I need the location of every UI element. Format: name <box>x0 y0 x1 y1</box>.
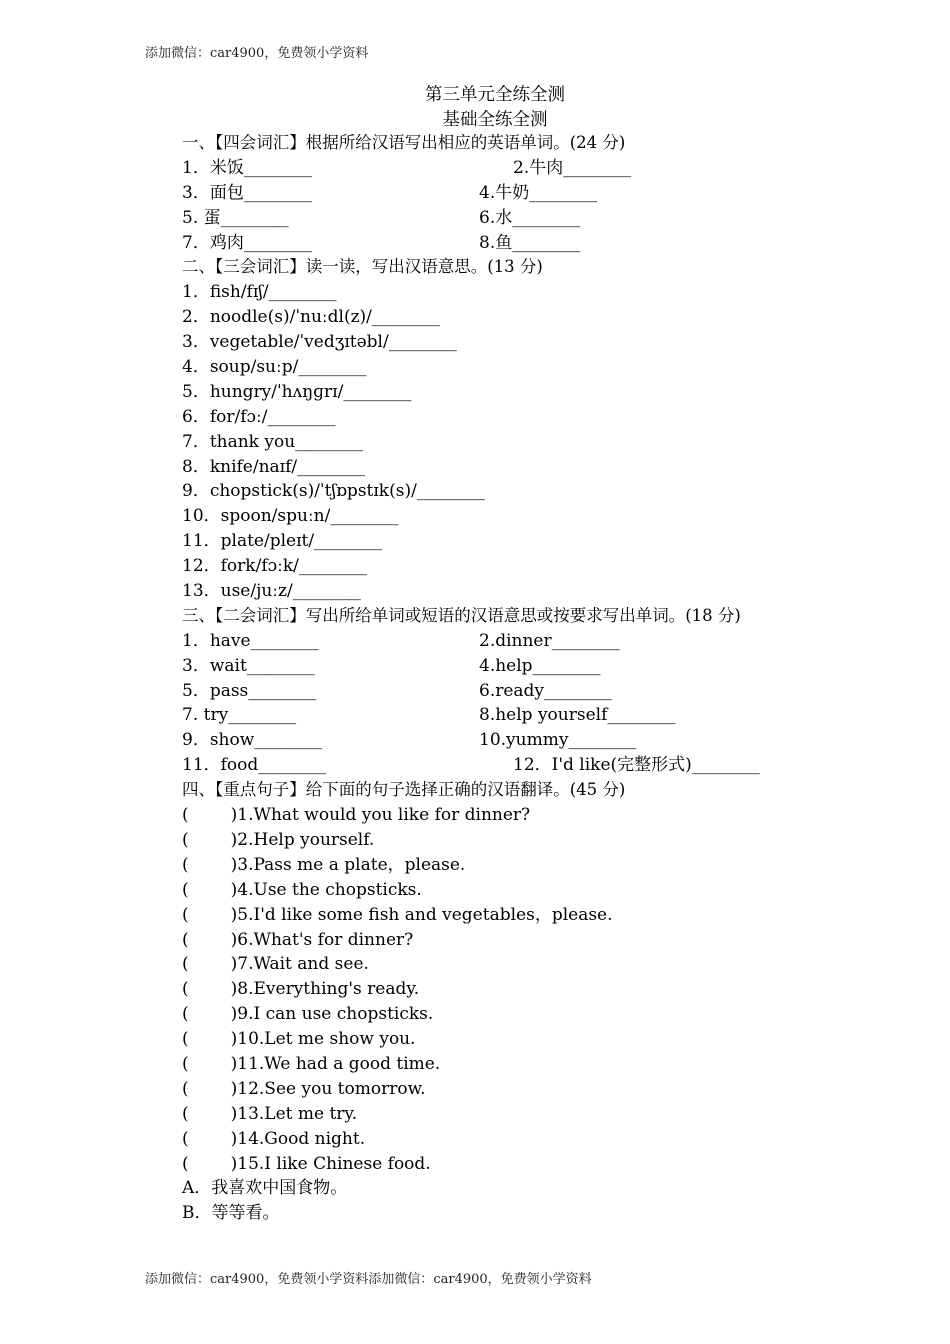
sentence-text: )14.Good night. <box>230 1128 366 1149</box>
answer-paren: ( <box>182 954 189 975</box>
sentence-text: )13.Let me try. <box>230 1103 358 1124</box>
section3-points: (18 分) <box>685 605 741 625</box>
sentence-text: )9.I can use chopsticks. <box>230 1004 434 1025</box>
section3-item: 8.help yourself________ <box>479 705 676 726</box>
sentence-text: )4.Use the chopsticks. <box>230 879 422 900</box>
section2-points: (13 分) <box>487 257 543 277</box>
section3-row <box>182 728 862 753</box>
section1-item: 5. 蛋________ <box>182 207 289 228</box>
section3-item: 10.yummy________ <box>479 730 637 751</box>
sentence-text: )2.Help yourself. <box>230 829 375 850</box>
section1-item: 8.鱼________ <box>479 232 581 253</box>
sentence-text: )1.What would you like for dinner? <box>230 805 531 826</box>
section2-item: 12．fork/fɔːk/________ <box>182 556 367 577</box>
section2-item: 6．for/fɔː/________ <box>182 406 336 427</box>
section3-item: 6.ready________ <box>479 680 613 701</box>
section4-item <box>182 853 862 878</box>
sentence-text: )11.We had a good time. <box>230 1053 441 1074</box>
section1-row <box>182 206 862 231</box>
section3-row <box>182 629 862 654</box>
sentence-text: )10.Let me show you. <box>230 1029 416 1050</box>
section4-item <box>182 1152 862 1177</box>
section4-item <box>182 1027 862 1052</box>
section1-row <box>182 181 862 206</box>
section1-heading <box>182 131 862 156</box>
section3-row <box>182 679 862 704</box>
section4-item <box>182 1127 862 1152</box>
section3-row <box>182 753 862 778</box>
page-title: 第三单元全练全测 <box>425 85 565 105</box>
section1-heading-text: 一、【四会词汇】根据所给汉语写出相应的英语单词。 <box>182 133 570 152</box>
section4-item <box>182 1102 862 1127</box>
section3-item: 11．food________ <box>182 755 327 776</box>
section1-item: 7．鸡肉________ <box>182 232 312 253</box>
section3-item: 9．show________ <box>182 730 323 751</box>
section3-row <box>182 654 862 679</box>
sentence-text: )3.Pass me a plate，please. <box>230 854 466 875</box>
answer-paren: ( <box>182 1103 189 1124</box>
sentence-text: )8.Everything's ready. <box>230 979 420 1000</box>
answer-paren: ( <box>182 929 189 950</box>
section1-item: 3．面包________ <box>182 182 312 203</box>
section1-item: 4.牛奶________ <box>479 182 598 203</box>
section2-item: 13．use/juːz/________ <box>182 581 361 602</box>
section1-row <box>182 156 862 181</box>
section1-row <box>182 231 862 256</box>
section4-item <box>182 977 862 1002</box>
footer-note: 添加微信：car4900，免费领小学资料添加微信：car4900，免费领小学资料 <box>145 1272 592 1287</box>
section1-item: 1．米饭________ <box>182 157 312 178</box>
section3-item: 5．pass________ <box>182 680 317 701</box>
section3-item: 4.help________ <box>479 655 601 676</box>
section4-item <box>182 878 862 903</box>
section2-heading <box>182 255 862 280</box>
section3-row <box>182 703 862 728</box>
section4-item <box>182 1052 862 1077</box>
section4-item <box>182 1077 862 1102</box>
section3-item: 2.dinner________ <box>479 630 620 651</box>
section1-item: 6.水________ <box>479 207 581 228</box>
answer-paren: ( <box>182 1004 189 1025</box>
answer-paren: ( <box>182 879 189 900</box>
section1-item: 2.牛肉________ <box>513 157 632 178</box>
section2-item: 4．soup/suːp/________ <box>182 357 367 378</box>
answer-paren: ( <box>182 979 189 1000</box>
section3-item: 3．wait________ <box>182 655 315 676</box>
section4-heading-text: 四、【重点句子】给下面的句子选择正确的汉语翻译。 <box>182 780 570 800</box>
worksheet-body <box>182 131 862 1226</box>
answer-paren: ( <box>182 829 189 850</box>
answer-paren: ( <box>182 1153 189 1174</box>
section4-item <box>182 928 862 953</box>
section2-heading-text: 二、【三会词汇】读一读，写出汉语意思。 <box>182 257 488 277</box>
section4-item <box>182 828 862 853</box>
section3-heading-text: 三、【二会词汇】写出所给单词或短语的汉语意思或按要求写出单词。 <box>182 605 686 625</box>
answer-paren: ( <box>182 805 189 826</box>
sentence-text: )12.See you tomorrow. <box>230 1078 426 1099</box>
section3-item: 1．have________ <box>182 630 319 651</box>
section2-item: 3．vegetable/ˈvedʒɪtəbl/________ <box>182 332 457 353</box>
section2-item: 7．thank you________ <box>182 431 364 452</box>
answer-paren: ( <box>182 1078 189 1099</box>
section2-item: 11．plate/pleɪt/________ <box>182 531 383 552</box>
section4-points: (45 分) <box>569 780 626 800</box>
section4-heading <box>182 778 862 803</box>
header-note: 添加微信：car4900，免费领小学资料 <box>145 46 369 61</box>
section2-item: 1．fish/fɪʃ/________ <box>182 282 337 303</box>
answer-paren: ( <box>182 1053 189 1074</box>
section1-points: (24 分) <box>569 133 626 152</box>
answer-paren: ( <box>182 1029 189 1050</box>
section2-item: 5．hungry/ˈhʌŋɡrɪ/________ <box>182 381 412 402</box>
section3-heading <box>182 604 862 629</box>
sentence-text: )7.Wait and see. <box>230 954 369 975</box>
section2-item: 9．chopstick(s)/ˈtʃɒpstɪk(s)/________ <box>182 481 485 502</box>
answer-paren: ( <box>182 904 189 925</box>
sentence-text: )5.I'd like some fish and vegetables，please. <box>230 904 613 925</box>
sentence-text: )6.What's for dinner? <box>230 929 414 950</box>
section4-item <box>182 903 862 928</box>
section3-item: 12．I'd like(完整形式)________ <box>513 755 760 776</box>
option-b: B．等等看。 <box>182 1203 280 1224</box>
answer-paren: ( <box>182 854 189 875</box>
section4-item <box>182 803 862 828</box>
section4-item <box>182 1002 862 1027</box>
section4-item <box>182 952 862 977</box>
answer-paren: ( <box>182 1128 189 1149</box>
page-subtitle: 基础全练全测 <box>442 110 548 130</box>
section3-item: 7. try________ <box>182 705 297 726</box>
sentence-text: )15.I like Chinese food. <box>230 1153 431 1174</box>
section2-item: 10．spoon/spuːn/________ <box>182 506 399 527</box>
section2-item: 2．noodle(s)/ˈnuːdl(z)/________ <box>182 307 440 328</box>
section2-item: 8．knife/naɪf/________ <box>182 456 366 477</box>
option-a: A．我喜欢中国食物。 <box>182 1178 348 1199</box>
